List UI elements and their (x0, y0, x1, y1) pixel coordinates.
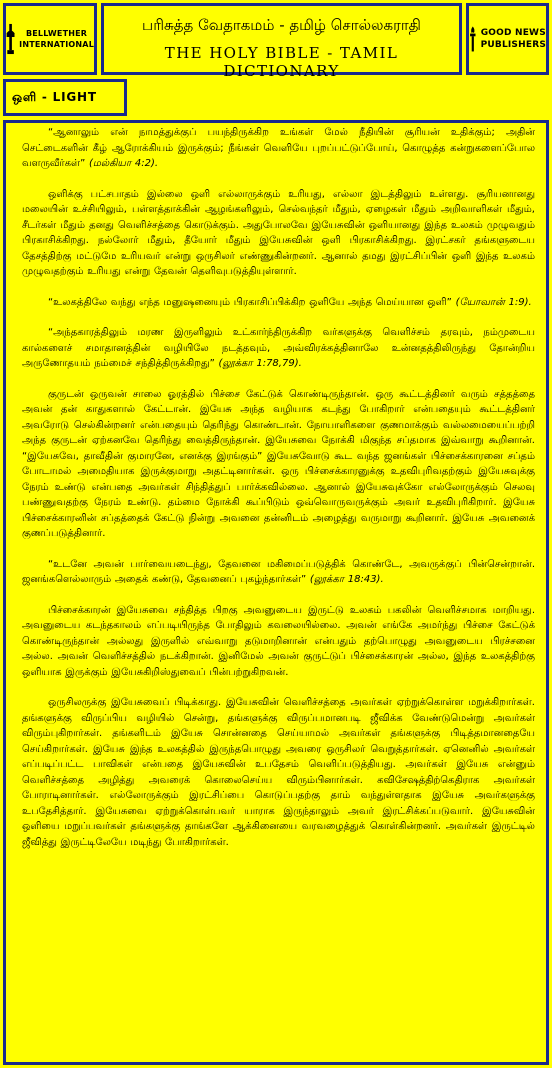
paragraph-text: ஒருசிலருக்கு இயேசுவைப் பிடிக்காது. இயேசுவின் வெளிச்சத்தை அவர்கள் ஏற்றுக்கொள்ள மறுக்கிறார்கள். தங்களுக்கு விருப்பிய வழியில் சென்று, தங்களுக்கு விருப்பமானபடி ஜீவிக்க வேண்டுமென்று அவர்கள் விரும்புகிறார்கள். தங்களிடம் இயேசு சொன்னதை செய்யாமல் அவர்கள் தங்களுக்கு பிடித்தமானதையே செய்கிறார்கள். இயேசு இந்த உலகத்தில் இருந்தபொழுது அவரை ஒருசிலர் வெறுத்தார்கள். ஏனெனில் அவர்கள் எப்படிப்பட்ட பாவிகள் என்பதை இயேசுவின் உபதேசம் வெளிப்படுத்தியது. அவர்கள் இயேசு என்னும் வெளிச்சத்தை அழித்து அவரைக் கொலைசெய்ய விரும்பினார்கள். கவிசேஷத்திற்கெதிராக அவர்கள் போராடினார்கள். எல்லோருக்கும் இரட்சிப்பை கொடுப்பதற்கு தாம் வந்துள்ளதாக இயேசு அவர்களுக்கு உபதேசித்தார். இயேசுவை ஏற்றுக்கொள்பவர் யாராக இருந்தாலும் அவர் இரட்சிக்கப்படுவார். இயேசுவின் ஒளியை மறுப்பவர்கள் தங்களுக்கு தாங்களே ஆக்கினையை வரவழைத்துக் கொள்கின்றனர். அவர்கள் இருட்டில் ஜீவித்து இருட்டிலேயே மடிந்து போகிறார்கள். (22, 697, 535, 848)
bellwether-logo-box (3, 3, 97, 75)
paragraph (22, 387, 535, 542)
logo-left-line-1: BELLWETHER (25, 29, 88, 38)
torch-icon (469, 16, 477, 62)
title-tamil: பரிசுத்த வேதாகமம் - தமிழ் சொல்லகராதி (142, 16, 421, 34)
scripture-reference: (லூக்கா 1:78,79). (218, 358, 302, 369)
entry-heading-box (3, 79, 127, 116)
scripture-reference: (மல்கியா 4:2). (88, 158, 159, 169)
paragraph-text: குருடன் ஒருவன் சாலை ஓரத்தில் பிச்சை கேட்டுக் கொண்டிருந்தான். ஒரு கூட்டத்தினர் வரும் சத்தத்தை அவன் தன் காதுகளால் கேட்டான். இயேசு அந்த வழியாக கடந்து போகிறார் என்பதையும் கூட்டத்தினர் அவரோடு செல்கின்றனர் என்பதையும் தெரிந்து கொண்டான். நோயாளிகளை குணமாக்கும் வல்லமையைப்பற்றி அந்த குருடன் ஏற்கனவே தெரிந்து வைத்திருந்தான். இயேசுவை நோக்கி மிகுந்த சப்தமாக இவ்வாறு கூறினான். “இயேசுவே, தாவீதின் குமாரனே, எனக்கு இரங்கும்” இயேசுவோடு கூட வந்த ஜனங்கள் பிச்சைக்காரனை சப்தம் போடாமல் அமைதியாக இருக்குமாறு அதட்டினார்கள். ஒரு பிச்சைக்காரனுக்கு உதவிபுரிவதற்கும் இயேசுவுக்கு நேரம் உண்டு என்பதை அவர்கள் சிந்தித்துப் பார்க்கவில்லை. ஆனால் இயேசுவுக்கோ எல்லோருக்கும் செலவு பண்ணுவதற்கு நேரம் உண்டு. தம்மை நோக்கி கூப்பிடும் ஒவ்வொருவருக்கும் அவர் உதவிபுரிகிறார். இயேசு பிச்சைக்காரனின் சப்தத்தைக் கேட்டு நின்று அவனை தன்னிடம் அழைத்து வருமாறு கூறினார். இயேசு அவனைக் குணப்படுத்தினார். (22, 388, 535, 539)
paragraph-text: “உலகத்திலே வந்து எந்த மனுஷனையும் பிரகாசிப்பிக்கிற ஒளியே அந்த மெய்யான ஒளி” (48, 296, 452, 308)
good-news-logo-box (466, 3, 549, 75)
paragraph-text: “ஆனாலும் என் நாமத்துக்குப் பயந்திருக்கிற உங்கள் மேல் நீதியின் சூரியன் உதிக்கும்; அதின் செட்டைகளின் கீழ் ஆரோக்கியம் இருக்கும்; நீங்கள் வெளியே புறப்பட்டுப்போய், கொழுத்த கன்றுகளைப்போல வளருவீர்கள்” (22, 127, 535, 169)
title-box (101, 3, 462, 80)
logo-right-line-2: PUBLISHERS (480, 40, 546, 50)
scripture-reference: (யோவான் 1:9). (455, 296, 532, 308)
scripture-reference: (லூக்கா 18:43). (309, 574, 384, 585)
paragraph (22, 325, 535, 372)
paragraph (22, 295, 535, 311)
title-english: THE HOLY BIBLE - TAMIL DICTIONARY (164, 44, 399, 80)
paragraph-text: பிச்சைக்காரன் இயேசுவை சந்தித்த பிறகு அவனுடைய இருட்டு உலகம் பகலின் வெளிச்சமாக மாறியது. அவனுடைய கடந்தகாலம் எப்படியிருந்த போதிலும் கவலையில்லை. அவன் எங்கே அமர்ந்து பிச்சை கேட்டுக் கொண்டிருந்தான் அல்லது இருளில் எவ்வாறு தடுமாறினான் என்பதும் தற்பொழுது அவனுடைய பிரச்சனை அல்ல. அவன் வெளிச்சத்தில் நடக்கிறான். இனிமேல் அவன் குருட்டுப் பிச்சைக்காரன் அல்ல, இந்த உலகத்திற்கு ஒளியாக இருக்கும் இயேசுகிறிஸ்துவைப் பின்பற்றுகிறவன். (22, 604, 535, 678)
bell-icon (6, 16, 15, 62)
logo-left-line-2: INTERNATIONAL (19, 40, 94, 49)
good-news-logo (469, 6, 546, 72)
paragraph-text: “அந்தகாரத்திலும் மரண இருளிலும் உட்கார்ந்திருக்கிற வர்களுக்கு வெளிச்சம் தரவும், நம்முடைய கால்களைச் சமாதானத்தின் வழியிலே நடத்தவும், அவ்விரக்கத்தினாலே உன்னதத்திலிருந்து தோன்றிய அருணோதயம் நம்மைச் சந்தித்திருக்கிறது” (22, 327, 535, 369)
article-body (6, 123, 546, 850)
entry-heading: ஒளி - LIGHT (12, 90, 97, 104)
paragraph (22, 187, 535, 280)
content-box (3, 120, 549, 1065)
paragraph (22, 557, 535, 588)
paragraph (22, 695, 535, 850)
paragraph-text: “உடனே அவன் பார்வையடைந்து, தேவனை மகிமைப்படுத்திக் கொண்டே, அவருக்குப் பின்சென்றான். ஜனங்களெல்லாரும் அதைக் கண்டு, தேவனைப் புகழ்ந்தார்கள்” (22, 558, 535, 585)
paragraph (22, 603, 535, 681)
bellwether-logo (6, 6, 94, 72)
logo-right-line-1: GOOD NEWS (480, 28, 546, 38)
paragraph (22, 125, 535, 172)
paragraph-text: ஒளிக்கு பட்சபாதம் இல்லை ஒளி எல்லாருக்கும் உரியது, எல்லா இடத்திலும் உள்ளது. சூரியனானது மலையின் உச்சியிலும், பள்ளத்தாக்கின் ஆழங்களிலும், செல்வந்தர் மீதும், ஏழைகள் மீதும் அறிவாளிகள் மீதும், சீடர்கள் மீதும் தனது வெளிச்சத்தை கொடுக்கும். அதுபோலவே இயேசுவின் ஒளியானது இந்த உலகம் முழுவதும் பிரகாசிக்கிறது. நல்லோர் மீதும், தீயோர் மீதும் இயேசுவின் ஒளி பிரகாசிக்கிறது. இரட்சகர் தங்களுடைய தேசத்திற்கு மட்டுமே உரியவர் என்று ஒருசிலர் எண்ணுகின்றனர். ஆனால் தமது இரட்சிப்பின் ஒளி இந்த உலகம் முழுவதற்கும் உரியது என்று தேவன் தெளிவுபடுத்தியுள்ளார். (22, 188, 535, 277)
